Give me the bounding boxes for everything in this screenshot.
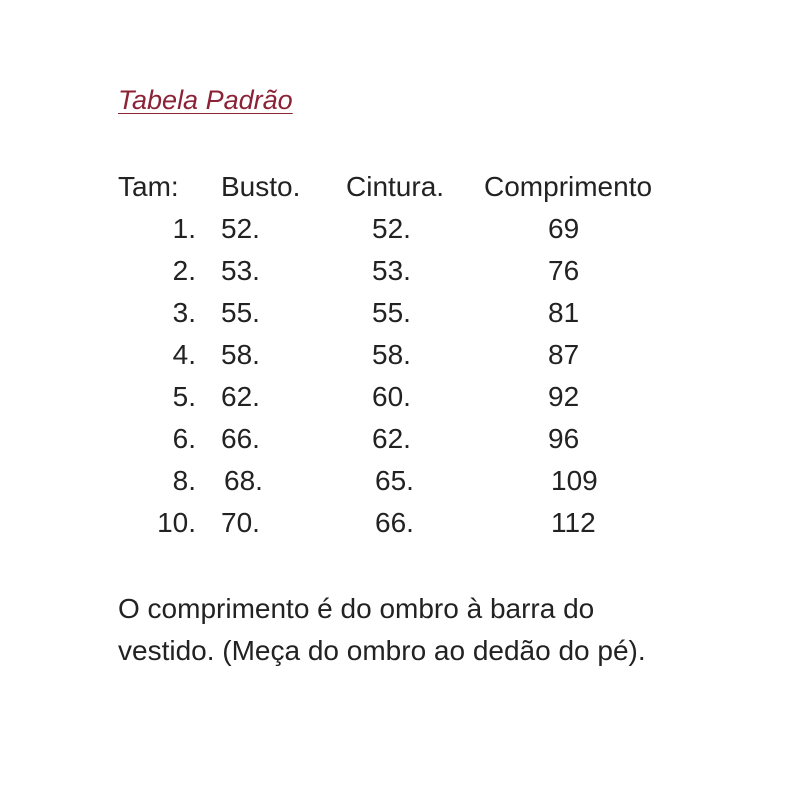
table-cell-bust: 62.: [221, 381, 260, 412]
table-cell-waist: 60.: [372, 381, 411, 412]
table-cell-waist: 52.: [372, 213, 411, 244]
header-bust: Busto.: [221, 171, 301, 202]
table-cell-waist: 58.: [372, 339, 411, 370]
table-cell-size: 8.: [172, 465, 196, 496]
table-cell-size: 4.: [172, 339, 196, 370]
header-length: Comprimento: [484, 171, 653, 202]
table-cell-size: 6.: [172, 423, 196, 454]
note-line-2: vestido. (Meça do ombro ao dedão do pé).: [118, 635, 646, 666]
table-cell-length: 109: [551, 465, 598, 496]
table-cell-waist: 62.: [372, 423, 411, 454]
note-line-1: O comprimento é do ombro à barra do: [118, 593, 595, 624]
table-cell-waist: 66.: [375, 507, 414, 538]
table-cell-bust: 58.: [221, 339, 260, 370]
table-cell-bust: 66.: [221, 423, 260, 454]
table-cell-bust: 70.: [221, 507, 260, 538]
measurement-note: [118, 588, 758, 672]
table-cell-size: 5.: [172, 381, 196, 412]
table-cell-length: 76: [548, 255, 580, 286]
header-waist: Cintura.: [346, 171, 445, 202]
table-cell-bust: 53.: [221, 255, 260, 286]
table-cell-length: 81: [548, 297, 580, 328]
table-cell-length: 92: [548, 381, 580, 412]
table-cell-size: 3.: [172, 297, 196, 328]
table-cell-waist: 53.: [372, 255, 411, 286]
table-cell-length: 112: [551, 507, 596, 538]
table-cell-waist: 65.: [375, 465, 414, 496]
table-cell-bust: 52.: [221, 213, 260, 244]
table-cell-size: 10.: [157, 507, 196, 538]
table-cell-size: 2.: [172, 255, 196, 286]
table-cell-length: 69: [548, 213, 580, 244]
header-size: Tam:: [118, 171, 179, 202]
table-cell-length: 87: [548, 339, 580, 370]
table-cell-bust: 68.: [224, 465, 263, 496]
table-cell-bust: 55.: [221, 297, 260, 328]
table-cell-length: 96: [548, 423, 580, 454]
table-cell-waist: 55.: [372, 297, 411, 328]
table-cell-size: 1.: [172, 213, 196, 244]
page-title: Tabela Padrão: [118, 85, 293, 115]
